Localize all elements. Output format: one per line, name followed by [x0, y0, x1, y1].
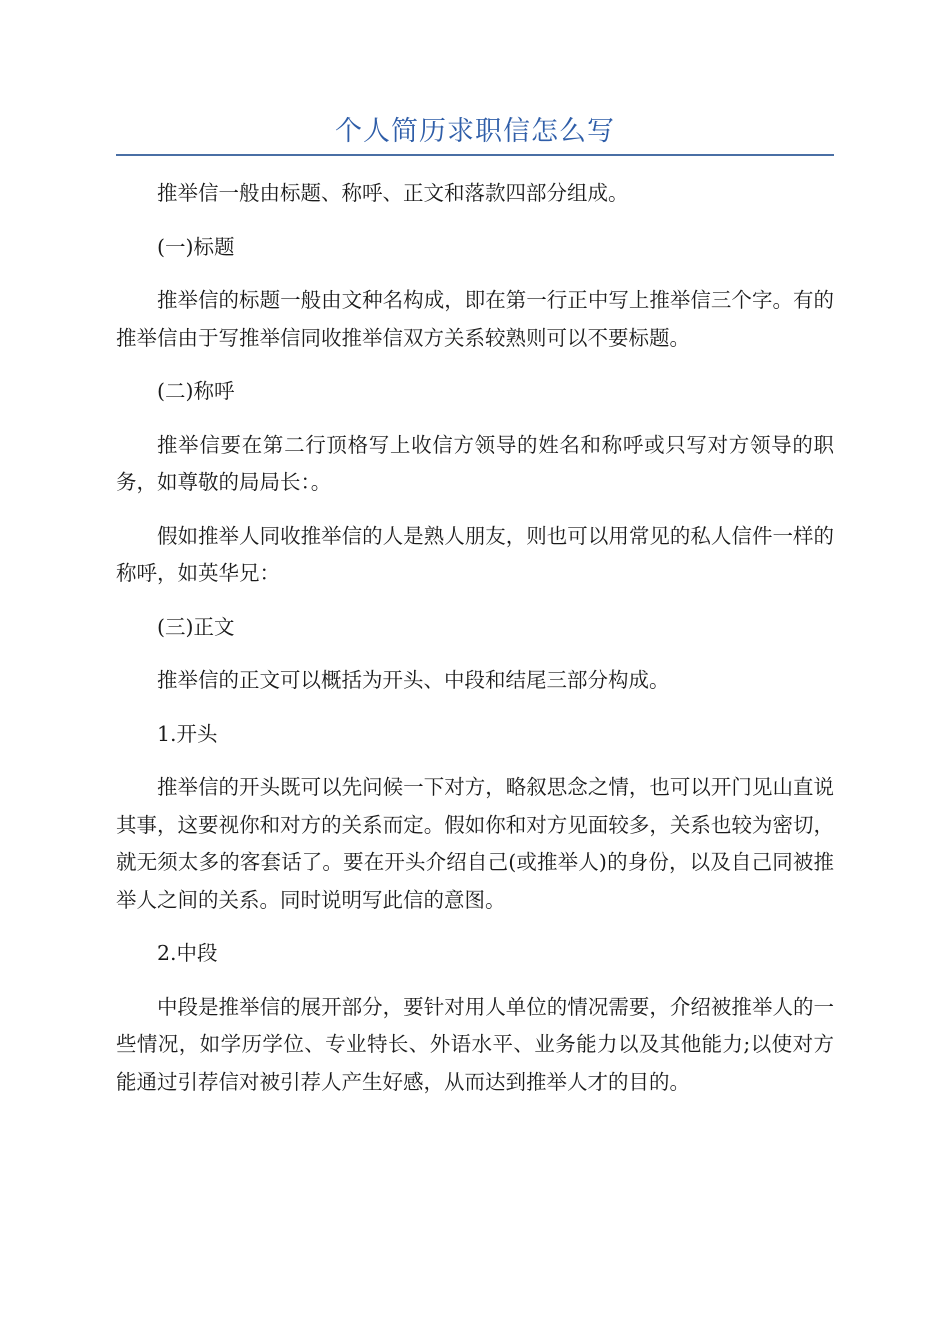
paragraph-opening-desc: 推举信的开头既可以先问候一下对方，略叙思念之情，也可以开门见山直说其事，这要视你和对方的关系而定。假如你和对方见面较多，关系也较为密切，就无须太多的客套话了。要在开头介绍自己(或推举人)的身份，以及自己同被推举人之间的关系。同时说明写此信的意图。 [116, 775, 834, 912]
document-body [116, 175, 834, 1117]
heading-body-section: (三)正文 [157, 614, 235, 639]
heading-salutation-section: (二)称呼 [157, 379, 235, 403]
paragraph-salutation-friend: 假如推举人同收推举信的人是熟人朋友，则也可以用常见的私人信件一样的称呼，如英华兄： [116, 523, 834, 585]
heading-title-section: (一)标题 [157, 234, 235, 259]
document-title: 个人简历求职信怎么写 [335, 116, 615, 147]
heading-middle: 2.中段 [157, 941, 218, 965]
paragraph-salutation-desc: 推举信要在第二行顶格写上收信方领导的姓名和称呼或只写对方领导的职务，如尊敬的局局长：。 [116, 432, 834, 494]
heading-opening: 1.开头 [157, 721, 218, 746]
paragraph-body-desc: 推举信的正文可以概括为开头、中段和结尾三部分构成。 [157, 668, 670, 692]
paragraph-intro: 推举信一般由标题、称呼、正文和落款四部分组成。 [157, 181, 629, 205]
paragraph-title-desc: 推举信的标题一般由文种名构成，即在第一行正中写上推举信三个字。有的推举信由于写推举信同收推举信双方关系较熟则可以不要标题。 [116, 288, 834, 350]
title-underline [116, 154, 834, 156]
paragraph-middle-desc: 中段是推举信的展开部分，要针对用人单位的情况需要，介绍被推举人的一些情况，如学历学位、专业特长、外语水平、业务能力以及其他能力;以使对方能通过引荐信对被引荐人产生好感，从而达到推举人才的目的。 [116, 994, 834, 1094]
